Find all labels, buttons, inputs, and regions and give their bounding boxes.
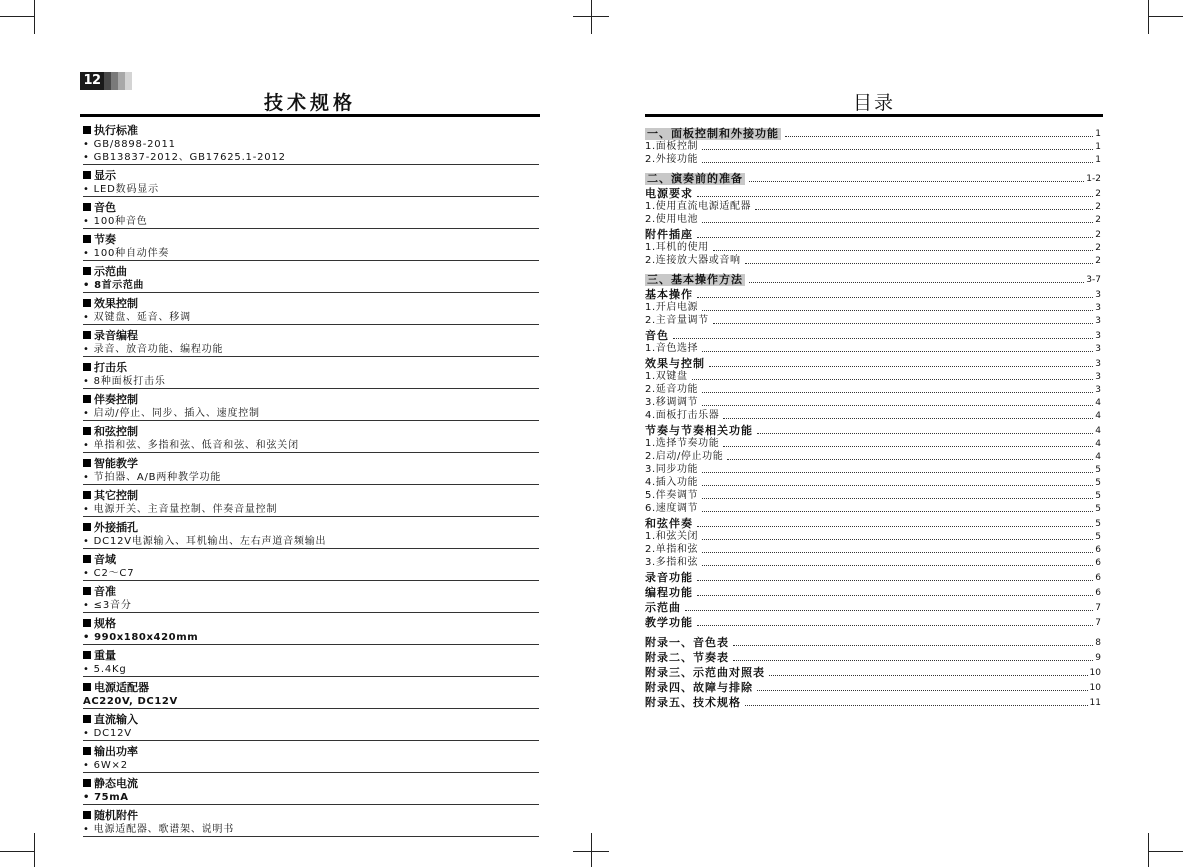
toc-leader-dots <box>723 445 1093 447</box>
toc-section <box>645 226 1101 241</box>
toc-entry <box>645 437 1101 450</box>
toc-leader-dots <box>702 350 1093 352</box>
spec-section <box>83 649 539 677</box>
toc-page-number: 3 <box>1095 290 1101 300</box>
toc-entry <box>645 556 1101 569</box>
spec-value: • 启动/停止、同步、插入、速度控制 <box>83 408 260 419</box>
spec-heading-text: 直流输入 <box>94 713 138 726</box>
toc-section <box>645 569 1101 584</box>
toc-leader-dots <box>755 208 1093 210</box>
spec-heading <box>83 553 539 567</box>
toc-page-number: 2 <box>1095 256 1101 266</box>
toc-entry <box>645 543 1101 556</box>
toc-leader-dots <box>702 497 1093 499</box>
toc-page-number: 1 <box>1095 129 1101 139</box>
spec-heading-text: 音色 <box>94 201 116 214</box>
spec-heading <box>83 649 539 663</box>
toc-label: 2.单指和弦 <box>645 544 699 555</box>
spec-heading <box>83 233 539 247</box>
toc-entry <box>645 463 1101 476</box>
spec-heading-text: 随机附件 <box>94 809 138 822</box>
spec-value: • 100种音色 <box>83 216 148 227</box>
toc-leader-dots <box>733 644 1093 646</box>
toc-entry <box>645 314 1101 327</box>
toc-label: 示范曲 <box>645 601 681 614</box>
toc-leader-dots <box>702 471 1093 473</box>
spec-value: • 100种自动伴奏 <box>83 248 170 259</box>
square-bullet-icon <box>83 555 91 563</box>
toc-label: 音色 <box>645 329 669 342</box>
crop-mark <box>1148 851 1183 852</box>
spec-heading <box>83 425 539 439</box>
spec-heading <box>83 745 539 759</box>
toc-chapter <box>645 170 1101 185</box>
toc-section <box>645 185 1101 200</box>
toc-leader-dots <box>697 594 1093 596</box>
spec-heading-text: 显示 <box>94 169 116 182</box>
toc-leader-dots <box>757 432 1093 434</box>
toc-label: 录音功能 <box>645 571 693 584</box>
spec-section <box>83 585 539 613</box>
toc-leader-dots <box>727 458 1093 460</box>
spec-section <box>83 809 539 837</box>
toc-label: 1.音色选择 <box>645 343 699 354</box>
toc-section <box>645 614 1101 629</box>
spec-heading <box>83 124 539 138</box>
spec-heading <box>83 777 539 791</box>
toc-label: 三、基本操作方法 <box>647 273 743 286</box>
toc-leader-dots <box>713 322 1094 324</box>
square-bullet-icon <box>83 747 91 755</box>
spec-section <box>83 361 539 389</box>
toc-page-number: 2 <box>1095 189 1101 199</box>
spec-section <box>83 265 539 293</box>
spec-heading-text: 音准 <box>94 585 116 598</box>
toc-page-number: 7 <box>1095 603 1101 613</box>
toc-section <box>645 634 1101 649</box>
spec-heading <box>83 617 539 631</box>
toc-page-number: 3 <box>1095 316 1101 326</box>
toc-page-number: 5 <box>1095 504 1101 514</box>
toc-page-number: 2 <box>1095 215 1101 225</box>
square-bullet-icon <box>83 171 91 179</box>
spec-heading-text: 音域 <box>94 553 116 566</box>
toc-label: 附录四、故障与排除 <box>645 681 753 694</box>
square-bullet-icon <box>83 587 91 595</box>
toc-entry <box>645 342 1101 355</box>
toc-page-number: 3 <box>1095 385 1101 395</box>
toc-leader-dots <box>697 296 1093 298</box>
toc-label: 效果与控制 <box>645 357 705 370</box>
toc-page-number: 4 <box>1095 452 1101 462</box>
toc-entry <box>645 489 1101 502</box>
crop-mark <box>34 0 35 34</box>
spec-value: • GB/8898-2011 <box>83 139 176 150</box>
toc-entry <box>645 383 1101 396</box>
toc-label: 教学功能 <box>645 616 693 629</box>
toc-page-number: 2 <box>1095 230 1101 240</box>
page-number: 12 <box>80 72 104 90</box>
spec-value: • DC12V电源输入、耳机输出、左右声道音频输出 <box>83 536 327 547</box>
toc-label: 电源要求 <box>645 187 693 200</box>
spec-section <box>83 777 539 805</box>
spec-heading-text: 其它控制 <box>94 489 138 502</box>
toc-leader-dots <box>702 551 1093 553</box>
toc-page-number: 5 <box>1095 532 1101 542</box>
toc-leader-dots <box>702 564 1093 566</box>
toc-entry <box>645 476 1101 489</box>
spec-heading-text: 电源适配器 <box>94 681 149 694</box>
spec-heading <box>83 809 539 823</box>
toc-label: 附件插座 <box>645 228 693 241</box>
spec-heading <box>83 585 539 599</box>
crop-mark <box>591 833 592 867</box>
toc-label: 节奏与节奏相关功能 <box>645 424 753 437</box>
toc-title: 目录 <box>852 92 895 114</box>
toc-label: 编程功能 <box>645 586 693 599</box>
toc-chapter <box>645 271 1101 286</box>
toc-leader-dots <box>769 674 1088 676</box>
spec-value: AC220V, DC12V <box>83 696 178 707</box>
toc-label: 1.选择节奏功能 <box>645 438 720 449</box>
toc-page-number: 10 <box>1089 683 1101 693</box>
toc-page-number: 9 <box>1095 653 1101 663</box>
square-bullet-icon <box>83 683 91 691</box>
spec-section <box>83 489 539 517</box>
spec-heading-text: 静态电流 <box>94 777 138 790</box>
toc-label: 1.耳机的使用 <box>645 242 709 253</box>
toc-leader-dots <box>749 281 1084 283</box>
toc-page-number: 4 <box>1095 411 1101 421</box>
spec-value: • 75mA <box>83 792 129 803</box>
crop-mark <box>1148 16 1183 17</box>
spec-section <box>83 617 539 645</box>
spec-heading <box>83 393 539 407</box>
spec-heading <box>83 297 539 311</box>
spec-value: • 8首示范曲 <box>83 280 145 291</box>
toc-section <box>645 664 1101 679</box>
toc-label: 3.同步功能 <box>645 464 699 475</box>
square-bullet-icon <box>83 619 91 627</box>
toc-leader-dots <box>702 391 1093 393</box>
toc-page-number: 10 <box>1089 668 1101 678</box>
toc-label: 2.连接放大器或音响 <box>645 255 741 266</box>
toc-leader-dots <box>745 704 1088 706</box>
toc-page-number: 1 <box>1095 142 1101 152</box>
spec-heading-text: 规格 <box>94 617 116 630</box>
square-bullet-icon <box>83 203 91 211</box>
toc-leader-dots <box>702 148 1093 150</box>
spec-heading-text: 打击乐 <box>94 361 127 374</box>
toc-page-number: 4 <box>1095 439 1101 449</box>
square-bullet-icon <box>83 523 91 531</box>
toc-leader-dots <box>697 624 1093 626</box>
toc-section <box>645 422 1101 437</box>
toc-leader-dots <box>685 609 1093 611</box>
toc-leader-dots <box>745 262 1094 264</box>
toc-leader-dots <box>733 659 1093 661</box>
toc-label: 2.延音功能 <box>645 384 699 395</box>
spec-heading <box>83 329 539 343</box>
toc-entry <box>645 530 1101 543</box>
spec-heading-text: 录音编程 <box>94 329 138 342</box>
toc-label: 基本操作 <box>645 288 693 301</box>
toc-label: 6.速度调节 <box>645 503 699 514</box>
toc-page-number: 2 <box>1095 202 1101 212</box>
toc-entry <box>645 241 1101 254</box>
toc-leader-dots <box>697 236 1093 238</box>
toc-entry <box>645 200 1101 213</box>
toc-label: 3.移调调节 <box>645 397 699 408</box>
spec-heading <box>83 201 539 215</box>
spec-value: • C2～C7 <box>83 568 135 579</box>
spec-section <box>83 169 539 197</box>
spec-value: • 电源开关、主音量控制、伴奏音量控制 <box>83 504 278 515</box>
page-title: 技术规格 <box>263 92 356 114</box>
toc-entry <box>645 301 1101 314</box>
spec-heading <box>83 489 539 503</box>
spec-heading-text: 效果控制 <box>94 297 138 310</box>
toc-leader-dots <box>749 180 1084 182</box>
toc-page-number: 7 <box>1095 618 1101 628</box>
toc-leader-dots <box>785 135 1093 137</box>
crop-mark <box>591 0 592 34</box>
spec-section <box>83 233 539 261</box>
toc-page-number: 1 <box>1095 155 1101 165</box>
toc-section <box>645 599 1101 614</box>
spec-value: • 录音、放音功能、编程功能 <box>83 344 224 355</box>
spec-value: • 990x180x420mm <box>83 632 199 643</box>
toc-leader-dots <box>697 195 1093 197</box>
toc-page-number: 6 <box>1095 573 1101 583</box>
toc-section <box>645 679 1101 694</box>
toc-leader-dots <box>673 337 1093 339</box>
toc-label: 和弦伴奏 <box>645 517 693 530</box>
spec-heading <box>83 265 539 279</box>
toc-page-number: 3 <box>1095 331 1101 341</box>
spec-heading-text: 示范曲 <box>94 265 127 278</box>
spec-value: • 5.4Kg <box>83 664 127 675</box>
toc-leader-dots <box>757 689 1088 691</box>
crop-mark <box>1148 0 1149 34</box>
spec-heading <box>83 361 539 375</box>
toc-page-number: 5 <box>1095 478 1101 488</box>
toc-entry <box>645 370 1101 383</box>
toc-page-number: 3 <box>1095 372 1101 382</box>
toc-page-number: 8 <box>1095 638 1101 648</box>
toc-label: 1.开启电源 <box>645 302 699 313</box>
toc-entry <box>645 450 1101 463</box>
spec-section <box>83 713 539 741</box>
spec-value: • GB13837-2012、GB17625.1-2012 <box>83 152 286 163</box>
toc-entry <box>645 153 1101 166</box>
square-bullet-icon <box>83 363 91 371</box>
spec-value: • 单指和弦、多指和弦、低音和弦、和弦关闭 <box>83 440 299 451</box>
toc-label: 一、面板控制和外接功能 <box>647 127 779 140</box>
square-bullet-icon <box>83 395 91 403</box>
spec-section <box>83 425 539 453</box>
toc-page-number: 4 <box>1095 398 1101 408</box>
spec-value: • DC12V <box>83 728 132 739</box>
toc-page-number: 4 <box>1095 426 1101 436</box>
toc-leader-dots <box>697 525 1093 527</box>
spec-heading-text: 外接插孔 <box>94 521 138 534</box>
toc-leader-dots <box>697 579 1093 581</box>
toc-leader-dots <box>702 309 1093 311</box>
square-bullet-icon <box>83 235 91 243</box>
toc-leader-dots <box>709 365 1093 367</box>
toc-page-number: 6 <box>1095 545 1101 555</box>
toc-page-number: 2 <box>1095 243 1101 253</box>
crop-mark <box>1148 833 1149 867</box>
square-bullet-icon <box>83 267 91 275</box>
title-rule <box>645 114 1103 117</box>
toc-label: 附录三、示范曲对照表 <box>645 666 765 679</box>
spec-heading-text: 执行标准 <box>94 124 138 137</box>
spec-heading <box>83 713 539 727</box>
spec-section <box>83 329 539 357</box>
spec-section <box>83 457 539 485</box>
square-bullet-icon <box>83 459 91 467</box>
spec-heading-text: 伴奏控制 <box>94 393 138 406</box>
toc-leader-dots <box>702 221 1093 223</box>
toc-label: 1.双键盘 <box>645 371 688 382</box>
spec-heading <box>83 681 539 695</box>
spec-section <box>83 553 539 581</box>
toc-label: 4.插入功能 <box>645 477 699 488</box>
toc-page-number: 3 <box>1095 344 1101 354</box>
toc-section <box>645 584 1101 599</box>
toc-label: 附录五、技术规格 <box>645 696 741 709</box>
toc-label: 附录二、节奏表 <box>645 651 729 664</box>
toc-section <box>645 694 1101 709</box>
toc-label: 1.面板控制 <box>645 141 699 152</box>
spec-value: • 节拍器、A/B两种教学功能 <box>83 472 222 483</box>
square-bullet-icon <box>83 811 91 819</box>
title-rule <box>80 114 540 117</box>
toc-label: 二、演奏前的准备 <box>647 172 743 185</box>
toc-section <box>645 649 1101 664</box>
toc-label: 2.使用电池 <box>645 214 699 225</box>
crop-mark <box>0 851 34 852</box>
square-bullet-icon <box>83 651 91 659</box>
spec-heading-text: 输出功率 <box>94 745 138 758</box>
spec-value: • ≤3音分 <box>83 600 132 611</box>
toc-entry <box>645 213 1101 226</box>
square-bullet-icon <box>83 427 91 435</box>
toc-entry <box>645 502 1101 515</box>
toc-leader-dots <box>702 161 1093 163</box>
toc-section <box>645 515 1101 530</box>
spec-section <box>83 681 539 709</box>
toc-label: 5.伴奏调节 <box>645 490 699 501</box>
toc-leader-dots <box>713 249 1094 251</box>
toc-page-number: 11 <box>1089 698 1101 708</box>
square-bullet-icon <box>83 715 91 723</box>
toc-label: 1.和弦关闭 <box>645 531 699 542</box>
spec-section <box>83 393 539 421</box>
spec-value: • 6W×2 <box>83 760 128 771</box>
toc-page-number: 1-2 <box>1086 174 1101 184</box>
toc-chapter <box>645 125 1101 140</box>
toc-label: 2.外接功能 <box>645 154 699 165</box>
square-bullet-icon <box>83 779 91 787</box>
spec-heading <box>83 457 539 471</box>
toc-section <box>645 355 1101 370</box>
toc-page-number: 3-7 <box>1086 275 1101 285</box>
spec-value: • 电源适配器、歌谱架、说明书 <box>83 824 235 835</box>
spec-section <box>83 521 539 549</box>
spec-section <box>83 745 539 773</box>
toc-section <box>645 286 1101 301</box>
toc-label: 2.启动/停止功能 <box>645 451 724 462</box>
toc-label: 附录一、音色表 <box>645 636 729 649</box>
spec-section <box>83 124 539 165</box>
toc-label: 2.主音量调节 <box>645 315 709 326</box>
toc-page-number: 3 <box>1095 359 1101 369</box>
spec-section <box>83 297 539 325</box>
spec-value: • 双键盘、延音、移调 <box>83 312 191 323</box>
spec-value: • 8种面板打击乐 <box>83 376 166 387</box>
toc-leader-dots <box>702 484 1093 486</box>
toc-page-number: 5 <box>1095 491 1101 501</box>
spec-section <box>83 201 539 229</box>
spec-heading-text: 重量 <box>94 649 116 662</box>
toc-page-number: 5 <box>1095 519 1101 529</box>
crop-mark <box>0 16 34 17</box>
toc-page-number: 6 <box>1095 588 1101 598</box>
toc-page-number: 6 <box>1095 558 1101 568</box>
square-bullet-icon <box>83 331 91 339</box>
square-bullet-icon <box>83 299 91 307</box>
spec-heading <box>83 169 539 183</box>
toc-section <box>645 327 1101 342</box>
toc-leader-dots <box>702 510 1093 512</box>
square-bullet-icon <box>83 491 91 499</box>
spec-heading-text: 节奏 <box>94 233 116 246</box>
toc-leader-dots <box>702 538 1093 540</box>
toc-leader-dots <box>702 404 1093 406</box>
toc-page-number: 3 <box>1095 303 1101 313</box>
toc-leader-dots <box>692 378 1094 380</box>
spec-heading <box>83 521 539 535</box>
toc-page-number: 5 <box>1095 465 1101 475</box>
toc-label: 4.面板打击乐器 <box>645 410 720 421</box>
spec-value: • LED数码显示 <box>83 184 159 195</box>
spec-heading-text: 智能教学 <box>94 457 138 470</box>
toc-label: 1.使用直流电源适配器 <box>645 201 752 212</box>
toc-entry <box>645 254 1101 267</box>
toc-label: 3.多指和弦 <box>645 557 699 568</box>
square-bullet-icon <box>83 126 91 134</box>
crop-mark <box>34 833 35 867</box>
spec-heading-text: 和弦控制 <box>94 425 138 438</box>
toc-entry <box>645 140 1101 153</box>
toc-entry <box>645 409 1101 422</box>
toc-leader-dots <box>723 417 1093 419</box>
toc-entry <box>645 396 1101 409</box>
